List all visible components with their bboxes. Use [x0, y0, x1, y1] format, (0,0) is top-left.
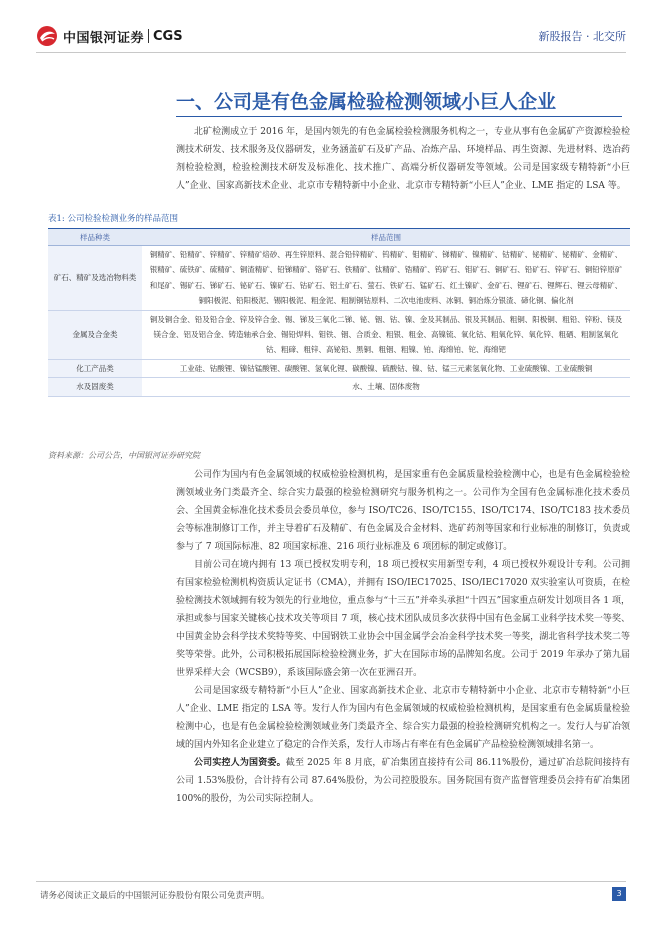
- body-paragraph: [176, 682, 630, 754]
- body-paragraph-text: 目前公司在境内拥有 13 项已授权发明专利，18 项已授权实用新型专利，4 项已授权外观设计专利。公司拥有国家检验检测机构资质认定证书（CMA），并拥有 ISO/IEC17025、ISO/IEC17020 双实验室认可资质，在检验检测技术领域拥有较为领先的行业地位，重点参与“十三五”并牵头承担“十四五”国家重点研发计划项目各 1 项，承担或参与国家关键核心技术攻关等项目 7 项，核心技术团队成员多次获得中国有色金属工业科学技术奖一等奖、中国黄金协会科学技术奖特等奖、中国钢铁工业协会中国金属学会冶金科学技术奖一等奖，湖北省科学技术奖二等奖等荣誉。此外，公司积极拓展国际检验检测业务，扩大在国际市场的品牌知名度。公司于 2019 年承办了第九届世界采样大会（WCSB9），系该国际盛会第一次在亚洲召开。: [176, 560, 630, 678]
- body-paragraph: [176, 754, 630, 808]
- table-cell-range: 水、土壤、固体废物: [142, 378, 630, 396]
- table-cell-range: 铜精矿、铅精矿、锌精矿、锌精矿焙砂、再生锌原料、混合铅锌精矿、钨精矿、钼精矿、锑精矿、镍精矿、钴精矿、铋精矿、铋精矿、金精矿、银精矿、硫铁矿、硫精矿、铜渣精矿、铅锑精矿、铬矿石、铁精矿、钛精矿、锆精矿、钨矿石、钼矿石、铜矿石、铅矿石、锌矿石、铜铅锌原矿和尾矿、锡矿石、锑矿石、铋矿石、镍矿石、钴矿石、铝土矿石、萤石、铁矿石、锰矿石、红土镍矿、金矿石、锂矿石、锂辉石、锂云母精矿、铜阳极泥、铅阳极泥、锡阳极泥、粗金泥、粗制铜钴原料、二次电池废料、冰铜、铜冶炼分银渣、碲化铜、偏化剂: [142, 246, 630, 311]
- table-cell-range: 工业硅、钴酸锂、镍钴锰酸锂、碳酸锂、氢氧化锂、碳酸镍、硫酸钴、镍、钴、锰三元素氢氧化物、工业硫酸镍、工业硫酸铜: [142, 359, 630, 377]
- body-paragraph-text: 公司作为国内有色金属领域的权威检验检测机构，是国家重有色金属质量检验检测中心，也是有色金属检验检测领域业务门类最齐全、综合实力最强的检验检测研究与服务机构之一。公司作为全国有色金属标准化技术委员会、全国黄金标准化技术委员会委员单位，参与 ISO/TC26、ISO/TC155、ISO/TC174、ISO/TC183 技术委员会等标准制修订工作，并主导着矿石及精矿、有色金属及合金材料、选矿药剂等国家和行业标准的制修订，负责或参与了 7 项国际标准、82 项国家标准、216 项行业标准及 6 项团标的制定或修订。: [176, 470, 630, 552]
- header-divider: [36, 52, 626, 53]
- table-row: [48, 378, 630, 396]
- body-text: [176, 466, 630, 808]
- intro-paragraph: 北矿检测成立于 2016 年，是国内领先的有色金属检验检测服务机构之一，专业从事有色金属矿产资源检验检测技术研发、技术服务及仪器研发，业务涵盖矿石及矿产品、冶炼产品、环境样品、再生资源、先进材料、选冶药剂检验检测，检验检测技术研发及标准化、技术推广、高端分析仪器研发等领域。公司是国家级专精特新“小巨人”企业、国家高新技术企业、北京市专精特新中小企业、北京市专精特新“小巨人”企业、LME 指定的 LSA 等。: [176, 127, 630, 191]
- logo-text-cn: 中国银河证券: [63, 30, 145, 46]
- footer-disclaimer: 请务必阅读正文最后的中国银河证券股份有限公司免责声明。: [40, 891, 270, 901]
- table-cell-range: 铜及铜合金、铅及铅合金、锌及锌合金、锡、锑及三氧化二锑、铋、铟、钴、镍、金及其制品、银及其制品、粗铜、阳极铜、粗铅、锌粉、镁及镁合金、铝及铝合金、铸造轴承合金、锡铅焊料、钼铁、铟、合质金、粗银、粗金、高镍锍、氧化钴、粗氧化锌、氧化锌、粗硒、粗制氢氧化钴、粗碲、粗锌、高铋铅、黑铜、粗铟、粗镍、铂、海绵铂、铊、海绵钯: [142, 310, 630, 359]
- report-type-label: 新股报告 · 北交所: [538, 30, 626, 43]
- table-header-range: 样品范围: [142, 229, 630, 246]
- sample-scope-table: [48, 229, 630, 397]
- galaxy-logo-icon: [36, 25, 58, 47]
- footer-divider: [36, 881, 626, 882]
- table-row: [48, 246, 630, 311]
- brand-logo: [36, 24, 183, 48]
- table-source-note: 资料来源：公司公告，中国银河证券研究院: [48, 451, 200, 460]
- paragraph-lead-bold: 公司实控人为国资委。: [194, 758, 286, 768]
- table-row: [48, 310, 630, 359]
- table-caption: 表1: 公司检验检测业务的样品范围: [48, 214, 178, 224]
- table-cell-category: 金属及合金类: [48, 310, 142, 359]
- table-header-category: 样品种类: [48, 229, 142, 246]
- body-paragraph: [176, 466, 630, 556]
- logo-divider: [148, 29, 149, 43]
- table-row: [48, 359, 630, 377]
- section-title: 一、公司是有色金属检验检测领域小巨人企业: [176, 91, 557, 113]
- table-header-row: [48, 229, 630, 246]
- table-cell-category: 矿石、精矿及选冶物料类: [48, 246, 142, 311]
- body-paragraph-text: 公司是国家级专精特新“小巨人”企业、国家高新技术企业、北京市专精特新中小企业、北京市专精特新“小巨人”企业、LME 指定的 LSA 等。发行人作为国内有色金属领域的权威检验检测机构，是国家重有色金属质量检验检测中心，也是有色金属检验检测领域业务门类最齐全、综合实力最强的检验检测研究机构之一。发行人与矿冶领域的国内外知名企业建立了稳定的合作关系，发行人市场占有率在有色金属矿产品检验检测领域排名第一。: [176, 686, 630, 750]
- page-number: 3: [612, 887, 626, 901]
- body-paragraph: [176, 556, 630, 682]
- title-underline: [176, 116, 622, 117]
- body-paragraph-text: 截至 2025 年 8 月底，矿冶集团直接持有公司 86.11%股份，通过矿冶总院间接持有公司 1.53%股份，合计持有公司 87.64%股份，为公司控股股东。国务院国有资产监督管理委员会持有矿冶集团 100%的股份，为公司实际控制人。: [176, 758, 630, 804]
- logo-text-en: CGS: [153, 28, 183, 44]
- table-cell-category: 水及固废类: [48, 378, 142, 396]
- table-cell-category: 化工产品类: [48, 359, 142, 377]
